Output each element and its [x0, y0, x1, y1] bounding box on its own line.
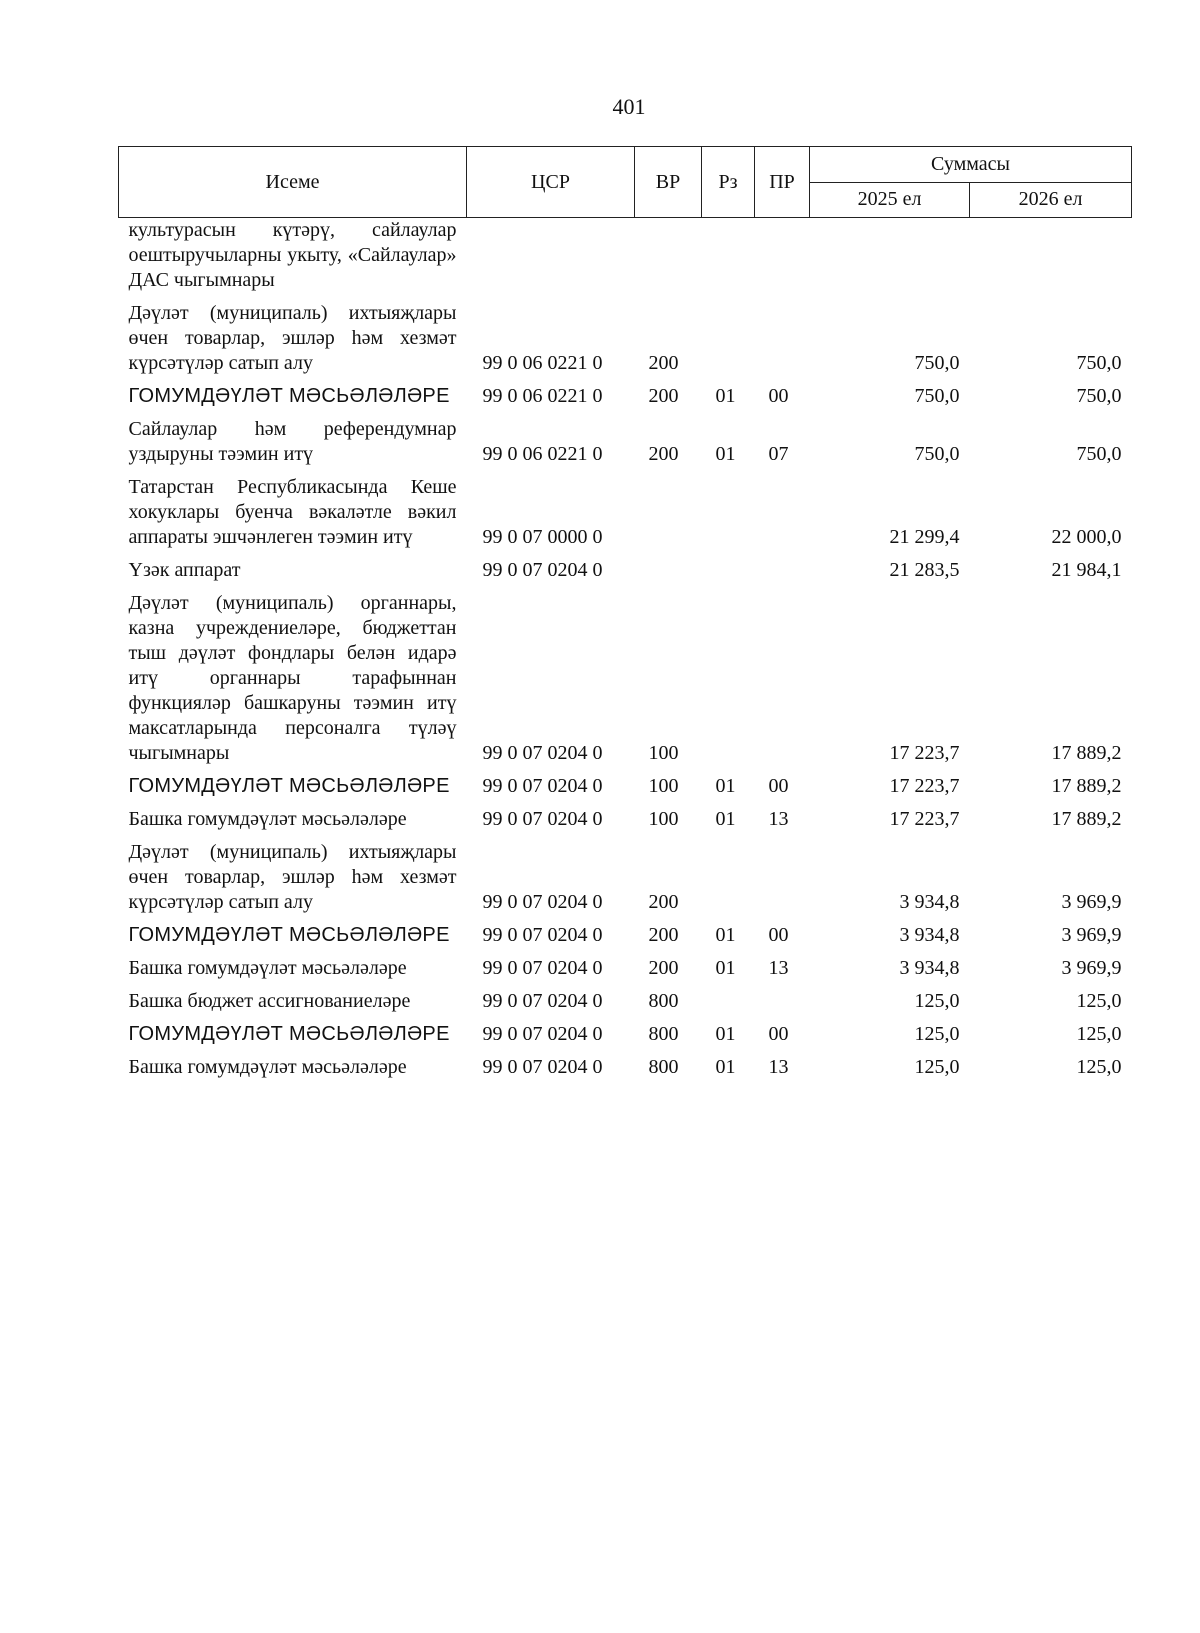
row-pr-cell	[755, 218, 810, 302]
row-sum-2025-cell: 125,0	[914, 990, 960, 1012]
table-row	[119, 1022, 1132, 1055]
table-row	[119, 591, 1132, 774]
budget-table	[118, 146, 1132, 1088]
row-sum-2025-cell: 125,0	[914, 1056, 960, 1078]
row-vr-cell: 100	[648, 808, 679, 830]
row-rz-cell: 01	[715, 775, 736, 797]
row-name-cell: Дәүләт (муниципаль) органнары, казна учреждениеләре, бюджеттан тыш дәүләт фондлары белән идарә итү органнары тарафыннан функцияләр башкаруны тәэмин итү максатларында персоналга түләү чыгымнары	[128, 592, 457, 764]
table-row	[119, 840, 1132, 923]
row-pr-cell	[755, 591, 810, 774]
row-name-cell: Дәүләт (муниципаль) ихтыяҗлары өчен товарлар, эшләр һәм хезмәт күрсәтүләр сатып алу	[128, 841, 457, 913]
row-csr-cell: 99 0 07 0000 0	[482, 526, 603, 548]
row-rz-cell	[702, 840, 755, 923]
row-sum-2026-cell: 17 889,2	[1051, 775, 1122, 797]
row-name-cell: Башка гомумдәүләт мәсьәләләре	[128, 808, 407, 830]
row-csr-cell: 99 0 06 0221 0	[482, 385, 603, 407]
header-csr: ЦСР	[467, 147, 635, 218]
row-vr-cell	[635, 558, 702, 591]
row-sum-2026-cell: 17 889,2	[1051, 742, 1122, 764]
header-sums: Суммасы	[810, 147, 1132, 183]
row-sum-2025-cell: 21 299,4	[889, 526, 960, 548]
row-name-cell: Башка гомумдәүләт мәсьәләләре	[128, 957, 407, 979]
row-csr-cell	[467, 218, 635, 302]
row-csr-cell: 99 0 07 0204 0	[482, 990, 603, 1012]
row-csr-cell: 99 0 07 0204 0	[482, 742, 603, 764]
row-vr-cell: 800	[648, 1023, 679, 1045]
row-name-cell: ГОМУМДӘҮЛӘТ МӘСЬӘЛӘЛӘРЕ	[128, 775, 450, 797]
row-sum-2026-cell: 125,0	[1076, 990, 1122, 1012]
row-sum-2025-cell: 750,0	[914, 352, 960, 374]
row-sum-2025-cell: 3 934,8	[899, 924, 960, 946]
row-name-cell: ГОМУМДӘҮЛӘТ МӘСЬӘЛӘЛӘРЕ	[128, 385, 450, 407]
row-rz-cell	[702, 989, 755, 1022]
row-name-cell: культурасын күтәрү, сайлаулар оештыручыларны укыту, «Сайлаулар» ДАС чыгымнары	[128, 219, 457, 291]
row-csr-cell: 99 0 07 0204 0	[482, 775, 603, 797]
row-sum-2026-cell: 125,0	[1076, 1056, 1122, 1078]
row-csr-cell: 99 0 07 0204 0	[482, 1023, 603, 1045]
row-sum-2025-cell	[810, 218, 970, 302]
row-vr-cell: 100	[648, 775, 679, 797]
table-row	[119, 923, 1132, 956]
row-csr-cell: 99 0 07 0204 0	[482, 1056, 603, 1078]
row-rz-cell	[702, 591, 755, 774]
table-row	[119, 417, 1132, 475]
row-pr-cell: 13	[768, 957, 789, 979]
row-rz-cell	[702, 301, 755, 384]
row-csr-cell: 99 0 06 0221 0	[482, 443, 603, 465]
row-vr-cell: 200	[648, 352, 679, 374]
row-name-cell: Дәүләт (муниципаль) ихтыяҗлары өчен товарлар, эшләр һәм хезмәт күрсәтүләр сатып алу	[128, 302, 457, 374]
row-sum-2026-cell: 17 889,2	[1051, 808, 1122, 830]
row-pr-cell: 00	[768, 385, 789, 407]
row-vr-cell: 200	[648, 443, 679, 465]
row-vr-cell: 200	[648, 957, 679, 979]
row-name-cell: Башка гомумдәүләт мәсьәләләре	[128, 1056, 407, 1078]
table-row	[119, 1055, 1132, 1088]
row-vr-cell: 100	[648, 742, 679, 764]
table-row	[119, 807, 1132, 840]
table-row	[119, 558, 1132, 591]
row-sum-2025-cell: 17 223,7	[889, 775, 960, 797]
row-pr-cell: 07	[768, 443, 789, 465]
row-vr-cell: 200	[648, 924, 679, 946]
table-row	[119, 384, 1132, 417]
row-vr-cell: 800	[648, 1056, 679, 1078]
row-vr-cell: 800	[648, 990, 679, 1012]
row-sum-2025-cell: 125,0	[914, 1023, 960, 1045]
row-csr-cell: 99 0 07 0204 0	[482, 808, 603, 830]
row-pr-cell: 00	[768, 775, 789, 797]
row-sum-2025-cell: 17 223,7	[889, 808, 960, 830]
row-rz-cell: 01	[715, 443, 736, 465]
row-rz-cell	[702, 558, 755, 591]
row-vr-cell: 200	[648, 891, 679, 913]
table-row	[119, 956, 1132, 989]
row-vr-cell	[635, 475, 702, 558]
row-rz-cell: 01	[715, 808, 736, 830]
row-sum-2026-cell: 750,0	[1076, 443, 1122, 465]
page-number: 401	[612, 94, 646, 119]
table-row	[119, 774, 1132, 807]
row-pr-cell	[755, 558, 810, 591]
row-rz-cell: 01	[715, 924, 736, 946]
row-pr-cell	[755, 475, 810, 558]
row-sum-2026-cell: 3 969,9	[1061, 891, 1122, 913]
row-rz-cell: 01	[715, 385, 736, 407]
row-sum-2025-cell: 3 934,8	[899, 957, 960, 979]
table-row	[119, 218, 1132, 302]
row-rz-cell: 01	[715, 1023, 736, 1045]
row-sum-2026-cell	[970, 218, 1132, 302]
row-vr-cell	[635, 218, 702, 302]
table-row	[119, 301, 1132, 384]
row-name-cell: Татарстан Республикасында Кеше хокуклары буенча вәкаләтле вәкил аппараты эшчәнлеген тәэмин итү	[128, 476, 457, 548]
row-rz-cell: 01	[715, 1056, 736, 1078]
row-name-cell: Башка бюджет ассигнованиеләре	[128, 990, 411, 1012]
table-header	[119, 147, 1132, 218]
row-pr-cell: 00	[768, 924, 789, 946]
row-sum-2026-cell: 21 984,1	[1051, 559, 1122, 581]
row-sum-2025-cell: 17 223,7	[889, 742, 960, 764]
header-pr: ПР	[755, 147, 810, 218]
row-sum-2025-cell: 750,0	[914, 443, 960, 465]
row-sum-2025-cell: 21 283,5	[889, 559, 960, 581]
row-pr-cell	[755, 840, 810, 923]
header-vr: ВР	[635, 147, 702, 218]
row-sum-2026-cell: 750,0	[1076, 385, 1122, 407]
row-name-cell: ГОМУМДӘҮЛӘТ МӘСЬӘЛӘЛӘРЕ	[128, 1023, 450, 1045]
row-sum-2026-cell: 125,0	[1076, 1023, 1122, 1045]
row-sum-2026-cell: 3 969,9	[1061, 924, 1122, 946]
table-row	[119, 475, 1132, 558]
row-pr-cell: 13	[768, 808, 789, 830]
row-sum-2025-cell: 750,0	[914, 385, 960, 407]
row-name-cell: Үзәк аппарат	[128, 559, 241, 581]
row-pr-cell	[755, 989, 810, 1022]
header-rz: Рз	[702, 147, 755, 218]
row-rz-cell	[702, 218, 755, 302]
row-csr-cell: 99 0 07 0204 0	[482, 924, 603, 946]
row-csr-cell: 99 0 07 0204 0	[482, 891, 603, 913]
row-sum-2026-cell: 750,0	[1076, 352, 1122, 374]
table-body	[119, 218, 1132, 1089]
table-row	[119, 989, 1132, 1022]
header-year-2026: 2026 ел	[970, 182, 1132, 218]
row-pr-cell: 00	[768, 1023, 789, 1045]
row-vr-cell: 200	[648, 385, 679, 407]
row-sum-2026-cell: 22 000,0	[1051, 526, 1122, 548]
row-rz-cell	[702, 475, 755, 558]
row-sum-2026-cell: 3 969,9	[1061, 957, 1122, 979]
row-csr-cell: 99 0 06 0221 0	[482, 352, 603, 374]
row-sum-2025-cell: 3 934,8	[899, 891, 960, 913]
header-name: Исеме	[119, 147, 467, 218]
header-year-2025: 2025 ел	[810, 182, 970, 218]
row-pr-cell: 13	[768, 1056, 789, 1078]
row-csr-cell: 99 0 07 0204 0	[482, 957, 603, 979]
row-name-cell: Сайлаулар һәм референдумнар уздыруны тәэмин итү	[128, 418, 457, 465]
row-rz-cell: 01	[715, 957, 736, 979]
row-csr-cell: 99 0 07 0204 0	[482, 559, 603, 581]
row-pr-cell	[755, 301, 810, 384]
row-name-cell: ГОМУМДӘҮЛӘТ МӘСЬӘЛӘЛӘРЕ	[128, 924, 450, 946]
